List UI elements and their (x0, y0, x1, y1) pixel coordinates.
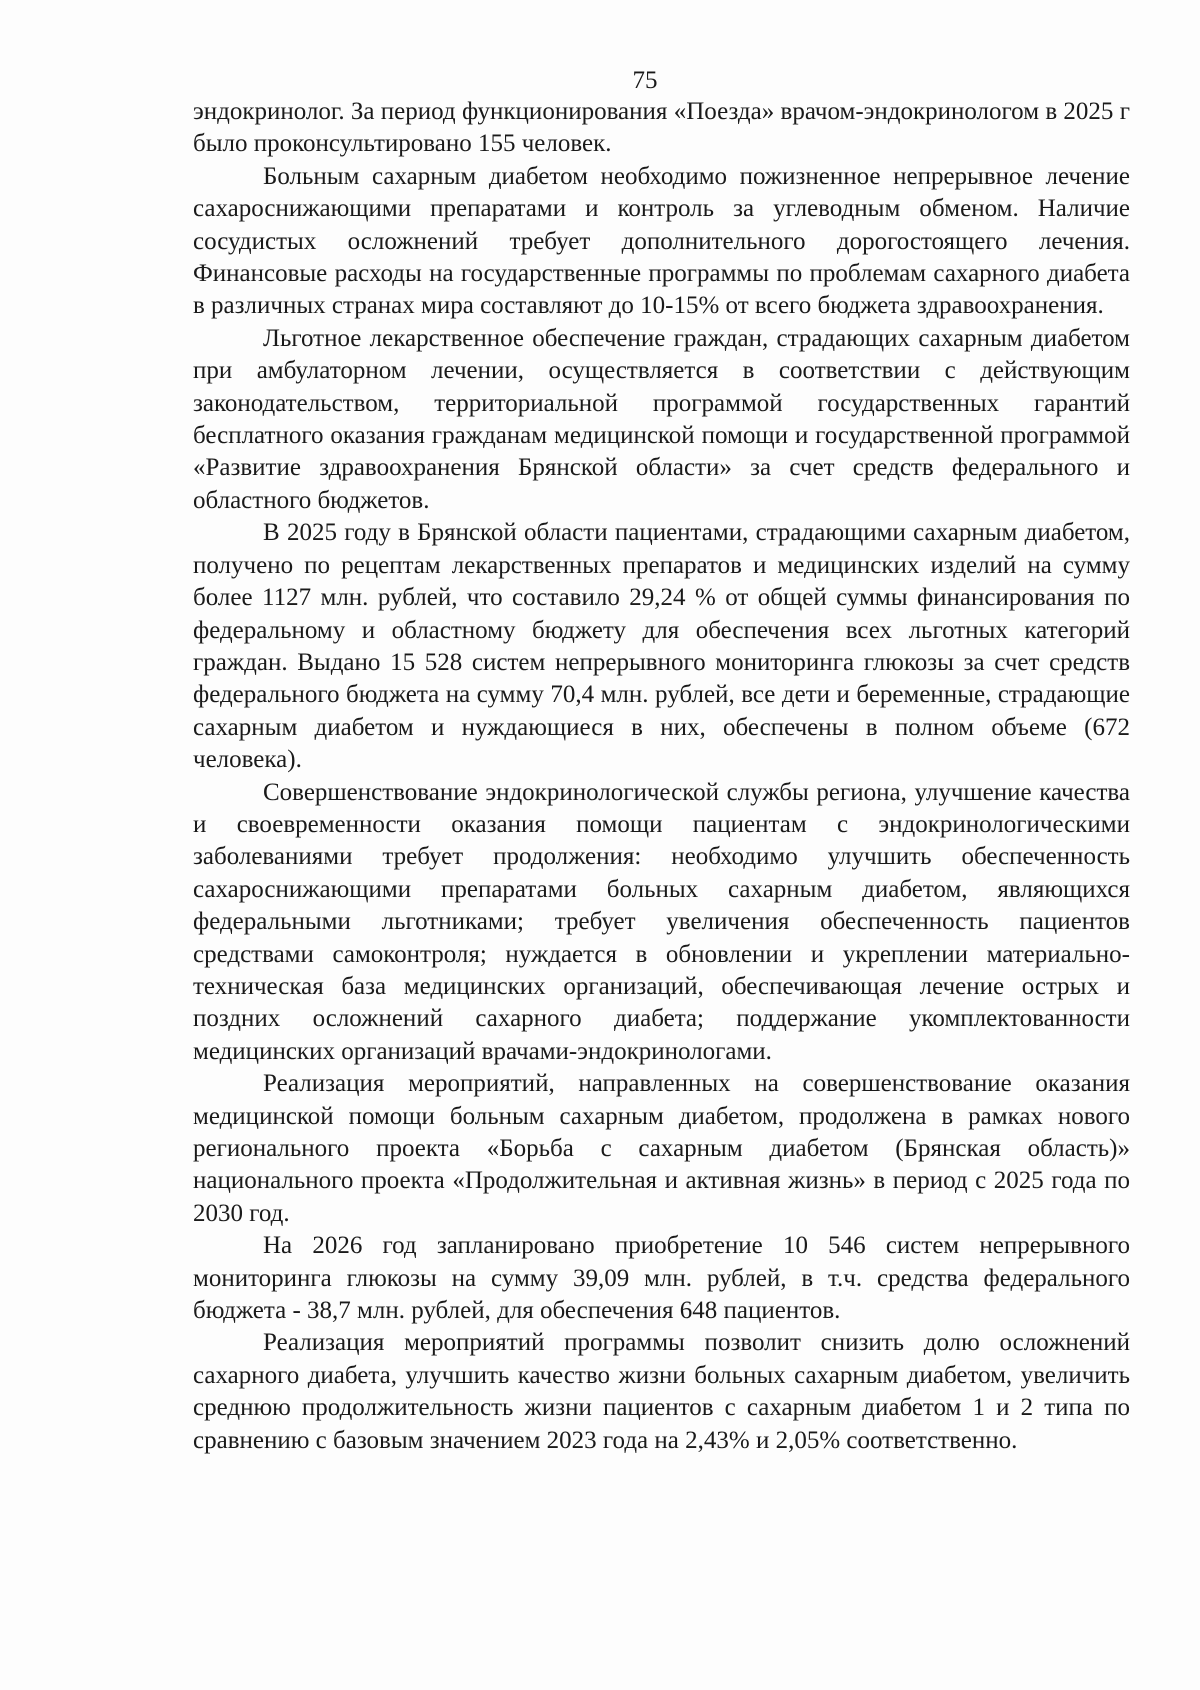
paragraph-treatment-costs: Больным сахарным диабетом необходимо пожизненное непрерывное лечение сахароснижающими препаратами и контроль за углеводным обменом. Наличие сосудистых осложнений требует дополнительного дорогостоящего лечения. Финансовые расходы на государственные программы по проблемам сахарного диабета в различных странах мира составляют до 10-15% от всего бюджета здравоохранения. (193, 162, 1130, 320)
paragraph-regional-project: Реализация мероприятий, направленных на совершенствование оказания медицинской помощи больным сахарным диабетом, продолжена в рамках нового регионального проекта «Борьба с сахарным диабетом (Брянская область)» национального проекта «Продолжительная и активная жизнь» в период с 2025 года по 2030 год. (193, 1070, 1130, 1227)
page-number: 75 (632, 67, 658, 94)
paragraph-2026-plan: На 2026 год запланировано приобретение 10 546 систем непрерывного мониторинга глюкозы на сумму 39,09 млн. рублей, в т.ч. средства федерального бюджета - 38,7 млн. рублей, для обеспечения 648 пациентов. (193, 1232, 1130, 1325)
paragraph-preferential-provision: Льготное лекарственное обеспечение граждан, страдающих сахарным диабетом при амбулаторном лечении, осуществляется в соответствии с действующим законодательством, территориальной программой государственных гарантий бесплатного оказания гражданам медицинской помощи и государственной программой «Развитие здравоохранения Брянской области» за счет средств федерального и областного бюджетов. (193, 324, 1130, 514)
paragraph-continuation: эндокринолог. За период функционирования «Поезда» врачом-эндокринологом в 2025 г было проконсультировано 155 человек. (193, 98, 1130, 158)
document-body (193, 96, 1130, 1457)
paragraph-2025-results: В 2025 году в Брянской области пациентами, страдающими сахарным диабетом, получено по рецептам лекарственных препаратов и медицинских изделий на сумму более 1127 млн. рублей, что составило 29,24 % от общей суммы финансирования по федеральному и областному бюджету для обеспечения всех льготных категорий граждан. Выдано 15 528 систем непрерывного мониторинга глюкозы за счет средств федерального бюджета на сумму 70,4 млн. рублей, все дети и беременные, страдающие сахарным диабетом и нуждающиеся в них, обеспечены в полном объеме (672 человека). (193, 519, 1130, 774)
paragraph-service-improvement: Совершенствование эндокринологической службы региона, улучшение качества и своевременности оказания помощи пациентам с эндокринологическими заболеваниями требует продолжения: необходимо улучшить обеспеченность сахароснижающими препаратами больных сахарным диабетом, являющихся федеральными льготниками; требует увеличения обеспеченность пациентов средствами самоконтроля; нуждается в обновлении и укреплении материально-техническая база медицинских организаций, обеспечивающая лечение острых и поздних осложнений сахарного диабета; поддержание укомплектованности медицинских организаций врачами-эндокринологами. (193, 778, 1130, 1065)
paragraph-expected-outcomes: Реализация мероприятий программы позволит снизить долю осложнений сахарного диабета, улучшить качество жизни больных сахарным диабетом, увеличить среднюю продолжительность жизни пациентов с сахарным диабетом 1 и 2 типа по сравнению с базовым значением 2023 года на 2,43% и 2,05% соответственно. (193, 1329, 1130, 1454)
